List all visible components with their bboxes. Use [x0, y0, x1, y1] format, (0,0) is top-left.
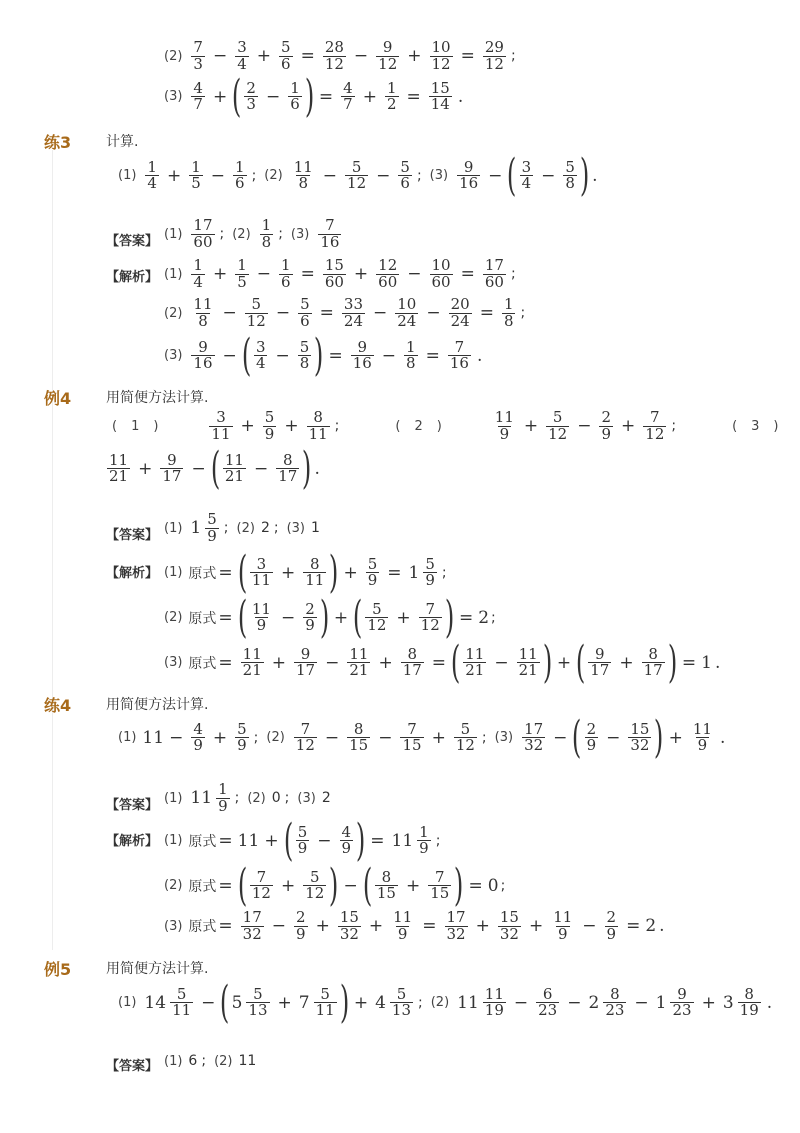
- item-number: (1): [164, 266, 183, 282]
- analysis-line: (3) 原式 = $\frac{17}{32}$ − $\frac{2}{9}$ + $\frac{15}{32}$ + $\frac{11}{9}$ = $\frac{17}{32}$ + $\frac{15}{32}$ + $\frac{11}{9}$ − $\frac{2}{9}$ = 2 .: [164, 908, 665, 943]
- problem-line: (1) $\frac{1}{4}$ + $\frac{1}{5}$ − $\frac{1}{6}$ ; (2) $\frac{11}{8}$ − $\frac{5}{12}$ − $\frac{5}{6}$ ; (3) $\frac{9}{16}$ − ( $\frac{3}{4}$ − $\frac{5}{8}$ ) .: [118, 150, 598, 201]
- exercise-title: 计算.: [106, 134, 139, 150]
- analysis-line: (2) 原式 = ( $\frac{7}{12}$ + $\frac{5}{12}$ ) − ( $\frac{8}{15}$ + $\frac{7}{15}$ ) = 0 ;: [164, 860, 506, 911]
- example-label: 例5: [44, 960, 72, 979]
- analysis-line: (1) 原式 = ( $\frac{3}{11}$ + $\frac{8}{11}$ ) + $\frac{5}{9}$ = 1 $\frac{5}{9}$ ;: [164, 547, 447, 598]
- analysis-line: (2) $\frac{11}{8}$ − $\frac{5}{12}$ − $\frac{5}{6}$ = $\frac{33}{24}$ − $\frac{10}{24}$ − $\frac{20}{24}$ = $\frac{1}{8}$ ;: [164, 295, 526, 330]
- item-number: (3): [164, 348, 183, 364]
- item-number: (2): [247, 790, 266, 806]
- item-number: (2): [395, 418, 456, 434]
- problem-line: (1) $\frac{3}{11}$ + $\frac{5}{9}$ + $\frac{8}{11}$ ; (2) $\frac{11}{9}$ + $\frac{5}{12}$ − $\frac{2}{9}$ + $\frac{7}{12}$ ; (3): [112, 408, 793, 443]
- top-line-3: (3) $\frac{4}{7}$ + ( $\frac{2}{3}$ − $\frac{1}{6}$ ) = $\frac{4}{7}$ + $\frac{1}{2}$ = $\frac{15}{14}$ .: [164, 71, 464, 122]
- top-line-2: (2) $\frac{7}{3}$ − $\frac{3}{4}$ + $\frac{5}{6}$ = $\frac{28}{12}$ − $\frac{9}{12}$ + $\frac{10}{12}$ = $\frac{29}{12}$ ;: [164, 38, 516, 73]
- answer-marker: 【答案】: [106, 798, 159, 813]
- item-number: (2): [164, 878, 183, 894]
- exercise-label: 练3: [44, 133, 72, 152]
- item-number: (3): [429, 168, 449, 184]
- item-number: (3): [732, 418, 793, 434]
- item-number: (3): [164, 89, 183, 105]
- item-number: (1): [118, 730, 137, 746]
- analysis-marker: 【解析】: [106, 270, 159, 285]
- analysis-line: (1) $\frac{1}{4}$ + $\frac{1}{5}$ − $\frac{1}{6}$ = $\frac{15}{60}$ + $\frac{12}{60}$ − $\frac{10}{60}$ = $\frac{17}{60}$ ;: [164, 256, 516, 291]
- item-number: (3): [286, 520, 305, 536]
- analysis-line: (3) 原式 = $\frac{11}{21}$ + $\frac{9}{17}$ − $\frac{11}{21}$ + $\frac{8}{17}$ = ( $\frac{11}{21}$ − $\frac{11}{21}$ ) + ( $\frac{9}{17}$ + $\frac{8}{17}$ ) = 1 .: [164, 637, 721, 688]
- answer-line: (1) 1 $\frac{5}{9}$ ; (2) 2 ; (3) 1: [164, 510, 320, 545]
- exercise-label: 练4: [44, 696, 72, 715]
- item-number: (1): [164, 790, 183, 806]
- analysis-line: (3) $\frac{9}{16}$ − ( $\frac{3}{4}$ − $\frac{5}{8}$ ) = $\frac{9}{16}$ − $\frac{1}{8}$ = $\frac{7}{16}$ .: [164, 330, 483, 381]
- answer-line: (1) 11 $\frac{1}{9}$ ; (2) 0 ; (3) 2: [164, 780, 331, 815]
- item-number: (1): [112, 418, 173, 434]
- item-number: (1): [164, 833, 183, 849]
- example-title: 用简便方法计算.: [106, 390, 209, 406]
- analysis-line: (1) 原式 = 11 + ( $\frac{5}{9}$ − $\frac{4}{9}$ ) = 11 $\frac{1}{9}$ ;: [164, 815, 441, 866]
- item-number: (2): [264, 168, 283, 184]
- problem-line: (1) 14 $\frac{5}{11}$ − ( 5 $\frac{5}{13}$ + 7 $\frac{5}{11}$ ) + 4 $\frac{5}{13}$ ; (2) 11 $\frac{11}{19}$ − $\frac{6}{23}$ − 2 $\frac{8}{23}$ − 1 $\frac{9}{23}$ + 3 $\frac{8}{19}$ .: [118, 977, 773, 1028]
- item-number: (2): [164, 305, 183, 321]
- example-title: 用简便方法计算.: [106, 961, 209, 977]
- problem-line: (1) 11 − $\frac{4}{9}$ + $\frac{5}{9}$ ; (2) $\frac{7}{12}$ − $\frac{8}{15}$ − $\frac{7}{15}$ + $\frac{5}{12}$ ; (3) $\frac{17}{32}$ − ( $\frac{2}{9}$ − $\frac{15}{32}$ ) + $\frac{11}{9}$ .: [118, 712, 726, 763]
- item-number: (3): [290, 226, 310, 242]
- item-number: (2): [164, 610, 183, 626]
- answer-line: (1) 6 ; (2) 11: [164, 1053, 257, 1069]
- exercise-title: 用简便方法计算.: [106, 697, 209, 713]
- item-number: (2): [164, 48, 183, 64]
- item-number: (2): [214, 1053, 233, 1069]
- item-number: (3): [297, 790, 316, 806]
- analysis-line: (2) 原式 = ( $\frac{11}{9}$ − $\frac{2}{9}$ ) + ( $\frac{5}{12}$ + $\frac{7}{12}$ ) = 2 ;: [164, 592, 496, 643]
- item-number: (1): [164, 1053, 183, 1069]
- analysis-marker: 【解析】: [106, 566, 159, 581]
- item-number: (2): [430, 995, 450, 1011]
- item-number: (3): [494, 730, 514, 746]
- problem-line: $\frac{11}{21}$ + $\frac{9}{17}$ − ( $\frac{11}{21}$ − $\frac{8}{17}$ ) .: [109, 443, 320, 494]
- answer-marker: 【答案】: [106, 1059, 159, 1074]
- item-number: (2): [232, 226, 251, 242]
- item-number: (2): [266, 730, 285, 746]
- answer-line: (1) $\frac{17}{60}$ ; (2) $\frac{1}{8}$ ; (3) $\frac{7}{16}$: [164, 216, 340, 251]
- item-number: (1): [164, 565, 183, 581]
- analysis-marker: 【解析】: [106, 834, 159, 849]
- answer-marker: 【答案】: [106, 528, 159, 543]
- answer-marker: 【答案】: [106, 234, 159, 249]
- item-number: (3): [164, 918, 183, 934]
- item-number: (1): [118, 168, 137, 184]
- example-label: 例4: [44, 389, 72, 408]
- item-number: (2): [236, 520, 255, 536]
- item-number: (1): [164, 520, 183, 536]
- item-number: (1): [164, 226, 183, 242]
- margin-rule: [52, 150, 53, 950]
- item-number: (1): [118, 995, 137, 1011]
- item-number: (3): [164, 655, 183, 671]
